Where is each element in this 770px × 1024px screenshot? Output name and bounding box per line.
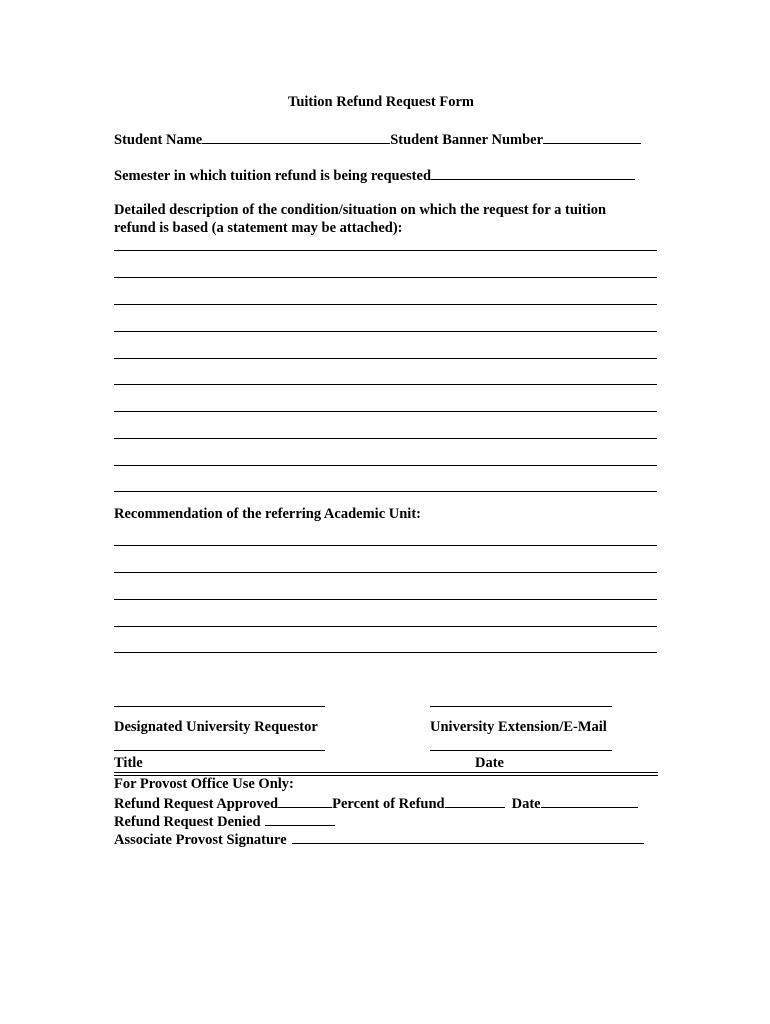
extension-email-field[interactable] <box>430 706 612 707</box>
percent-label: Percent of Refund <box>332 796 445 812</box>
denied-label: Refund Request Denied <box>114 814 261 830</box>
provost-date-label: Date <box>511 796 541 812</box>
designated-requestor-label: Designated University Requestor <box>114 719 318 735</box>
date-label: Date <box>475 755 504 771</box>
student-banner-label: Student Banner Number <box>390 132 544 148</box>
description-line[interactable] <box>114 411 657 412</box>
semester-field[interactable] <box>431 166 635 180</box>
date-field[interactable] <box>430 750 612 751</box>
recommendation-line[interactable] <box>114 626 657 627</box>
title-field[interactable] <box>114 750 325 751</box>
designated-requestor-field[interactable] <box>114 706 325 707</box>
percent-field[interactable] <box>445 794 505 808</box>
recommendation-line[interactable] <box>114 572 657 573</box>
description-label-line2: refund is based (a statement may be attached): <box>114 220 403 236</box>
description-line[interactable] <box>114 384 657 385</box>
recommendation-label: Recommendation of the referring Academic Unit: <box>114 506 421 522</box>
form-title: Tuition Refund Request Form <box>288 94 474 110</box>
title-label: Title <box>114 755 143 771</box>
approved-row <box>114 794 638 813</box>
recommendation-line[interactable] <box>114 652 657 653</box>
approved-label: Refund Request Approved <box>114 796 279 812</box>
description-line[interactable] <box>114 358 657 359</box>
description-line[interactable] <box>114 438 657 439</box>
student-info-row <box>114 130 641 149</box>
provost-date-field[interactable] <box>541 794 638 808</box>
signature-row <box>114 830 644 849</box>
recommendation-line[interactable] <box>114 599 657 600</box>
description-line[interactable] <box>114 491 657 492</box>
provost-heading: For Provost Office Use Only: <box>114 776 294 792</box>
student-banner-field[interactable] <box>543 130 641 144</box>
approved-field[interactable] <box>278 794 332 808</box>
denied-row <box>114 812 335 831</box>
student-name-field[interactable] <box>202 130 390 144</box>
recommendation-line[interactable] <box>114 545 657 546</box>
extension-email-label: University Extension/E-Mail <box>430 719 607 735</box>
description-line[interactable] <box>114 331 657 332</box>
semester-row <box>114 166 635 185</box>
semester-label: Semester in which tuition refund is being requested <box>114 168 432 184</box>
description-line[interactable] <box>114 304 657 305</box>
signature-label: Associate Provost Signature <box>114 832 287 848</box>
description-line[interactable] <box>114 250 657 251</box>
description-label-line1: Detailed description of the condition/situation on which the request for a tuition <box>114 202 607 218</box>
denied-field[interactable] <box>265 812 335 826</box>
description-line[interactable] <box>114 465 657 466</box>
student-name-label: Student Name <box>114 132 203 148</box>
description-line[interactable] <box>114 277 657 278</box>
signature-field[interactable] <box>292 830 644 844</box>
